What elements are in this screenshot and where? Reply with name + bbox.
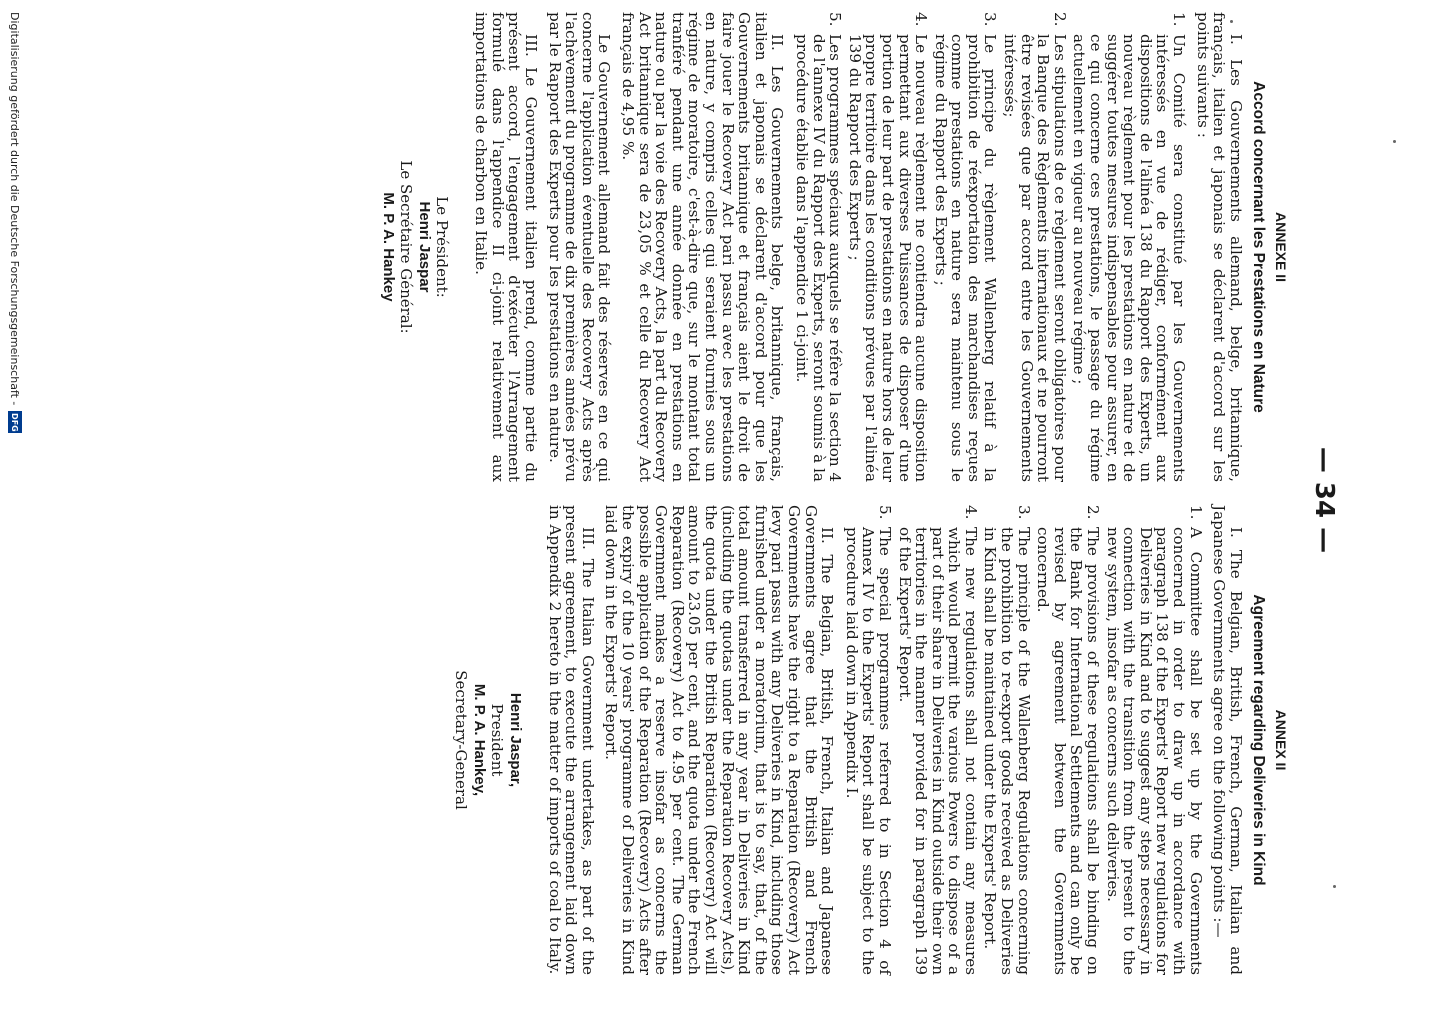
item-text: Un Comité sera constitué par les Gouvernements intéressés en vue de rédiger, conformément aux dispositions de l'alinéa 138 du Rapport des Experts, un nouveau règlement pour les prestations en nature et de suggérer toutes mesures indispensables pour assurer, en ce qui concerne ces prestations, le passage du régime actuellement en vigueur au nouveau régime ; xyxy=(1070,34,1189,482)
item-text: Les programmes spéciaux auxquels se réfère la section 4 de l'annexe IV du Rapport des Experts, seront soumis à la procédure établie dans l'appendice 1 ci-joint. xyxy=(792,34,845,482)
scan-speck xyxy=(1230,20,1233,23)
french-signature-block xyxy=(379,12,451,482)
english-item xyxy=(982,505,1032,975)
english-signature-block xyxy=(452,505,524,975)
french-column xyxy=(379,12,1289,482)
french-item xyxy=(793,12,843,482)
item-text: Les stipulations de ce règlement seront obligatoires pour la Banque des Règlements internationaux et ne pourront être revisées que par accord entre les Gouvernements intéressés; xyxy=(1001,34,1069,482)
item-number: 1. xyxy=(1186,505,1205,520)
french-annex-label: ANNEXE II xyxy=(1273,211,1289,282)
english-annex-label: ANNEX II xyxy=(1273,709,1289,771)
item-number: 2. xyxy=(1050,12,1069,27)
english-item xyxy=(843,505,893,975)
item-text: Le nouveau règlement ne contiendra aucune disposition permettant aux diverses Puissances de disposer d'une portion de leur part de prestations en nature hors de leur propre territoire dans les conditions prévues par l'alinéa 139 du Rapport des Experts ; xyxy=(845,34,931,482)
french-title: Accord concernant les Prestations en Nature xyxy=(1250,81,1268,413)
french-paragraph-2: II. Les Gouvernements belge, britannique, français, italien et japonais se déclarent d'accord pour que les Gouvernements britannique et français aient le droit de faire jouer le Recovery Act pari passu avec les prestations en nature, y compris celles qui seraient fournies sous un régime de moratoire, c'est-à-dire que, sur le montant total tranféré pendant une année donnée en prestations en nature ou par la voie des Recovery Acts, la part du Recovery Act britannique sera de 23,05 % et celle du Recovery Act français de 4,95 %. xyxy=(619,12,787,482)
signature-name: Henri Jaspar, xyxy=(507,692,525,788)
item-text: Le principe du règlement Wallenberg relatif à la prohibition de réexportation des marchandises reçues comme prestations en nature sera maintenu sous le régime du Rapport des Experts ; xyxy=(931,34,1000,482)
item-text: The new regulations shall not contain any measures which would permit the various Powers to dispose of a part of their share in Deliveries in Kind outside their own territories in the manner provided for in paragraph 139 of the Experts' Report. xyxy=(895,527,980,975)
item-number: 2. xyxy=(1084,505,1103,520)
item-text: A Committee shall be set up by the Governments concerned in order to draw up in accordance with paragraph 138 of the Experts' Report new regulations for Deliveries in Kind and to suggest any steps necessary in connection with the transition from the present to the new system, insofar as concerns such deliveries. xyxy=(1103,527,1205,975)
scan-speck xyxy=(1333,885,1336,888)
credit-text: Digitalisierung gefördert durch die Deutsche Forschungsgemeinschaft - xyxy=(8,12,22,406)
page-number: — 34 — xyxy=(1309,446,1339,554)
item-text: The special programmes referred to in Section 4 of Annex IV to the Experts' Report shall be subject to the procedure laid down in Appendix I. xyxy=(842,527,894,975)
item-number: 5. xyxy=(826,12,845,27)
item-number: 3. xyxy=(1014,505,1033,520)
item-number: 1. xyxy=(1170,12,1189,27)
signature-role: Le Secrétaire Général: xyxy=(396,160,415,334)
english-intro: I. The Belgian, British, French, German, Italian and Japanese Governments agree on the following points :— xyxy=(1210,505,1245,975)
signature-role: Le Président: xyxy=(432,196,451,298)
english-column xyxy=(452,505,1289,975)
french-paragraph-2b: Le Gouvernement allemand fait des réserves en ce qui concerne l'application éventuelle des Recovery Acts après l'achèvement du programme de dix premières années prévu par le Rapport des Experts pour les prestations en nature. xyxy=(545,12,614,482)
item-number: 3. xyxy=(981,12,1000,27)
scan-speck xyxy=(1393,140,1396,143)
english-item-list xyxy=(843,505,1203,975)
item-number: 4. xyxy=(912,12,931,27)
french-item xyxy=(1071,12,1187,482)
signature-name: M. P. A. Hankey, xyxy=(471,683,489,797)
digitization-credit xyxy=(8,0,22,1012)
english-item xyxy=(1104,505,1204,975)
english-item xyxy=(896,505,979,975)
french-item xyxy=(1002,12,1068,482)
dfg-logo-icon: DFG xyxy=(8,411,22,433)
signature-name: Henri Jaspar xyxy=(415,201,433,293)
item-text: The provisions of these regulations shall be binding on the Bank for International Settlements and can only be revised by agreement between the Governments concerned. xyxy=(1034,527,1103,975)
french-item xyxy=(846,12,929,482)
item-number: 4. xyxy=(961,505,980,520)
english-paragraph-2: II. The Belgian, British, French, Italian and Japanese Governments agree that the British and French Governments have the right to a Reparation (Recovery) Act levy pari passu with any Deliveries in Kind, including those furnished under a moratorium, that is to say, that, of the total amount transferred in any year in Deliveries in Kind (including the quotas under the Reparation Recovery Acts), the quota under the British Reparation (Recovery) Act will amount to 23.05 per cent, and the quota under the French Reparation (Recovery) Act to 4.95 per cent. The German Government makes a reserve insofar as concerns the possible application of the Reparation (Recovery) Acts after the expiry of the 10 years' programme of Deliveries in Kind laid down in the Experts' Report. xyxy=(602,505,837,975)
french-intro: I. Les Gouvernements allemand, belge, britannique, français, italien et japonais se déclarent d'accord sur les points suivants : xyxy=(1193,12,1245,482)
item-text: The principle of the Wallenberg Regulations concerning the prohibition to re-export goods received as Deliveries in Kind shall be maintained under the Experts' Report. xyxy=(981,527,1033,975)
signature-role: Secretary-General xyxy=(452,670,471,810)
english-item xyxy=(1035,505,1101,975)
english-paragraph-3: III. The Italian Government undertakes, as part of the present agreement, to execute the arrangement laid down in Appendix 2 hereto in the matter of imports of coal to Italy. xyxy=(545,505,597,975)
signature-name: M. P. A. Hankey xyxy=(379,192,397,302)
english-title: Agreement regarding Deliveries in Kind xyxy=(1250,594,1268,886)
french-item xyxy=(932,12,998,482)
french-item-list xyxy=(793,12,1187,482)
french-paragraph-3: III. Le Gouvernement italien prend, comme partie du présent accord, l'engagement d'exécuter l'Arrangement formulé dans l'appendice II ci-joint relativement aux importations de charbon en Italie. xyxy=(472,12,541,482)
item-number: 5. xyxy=(875,505,894,520)
signature-role: President xyxy=(488,703,507,777)
